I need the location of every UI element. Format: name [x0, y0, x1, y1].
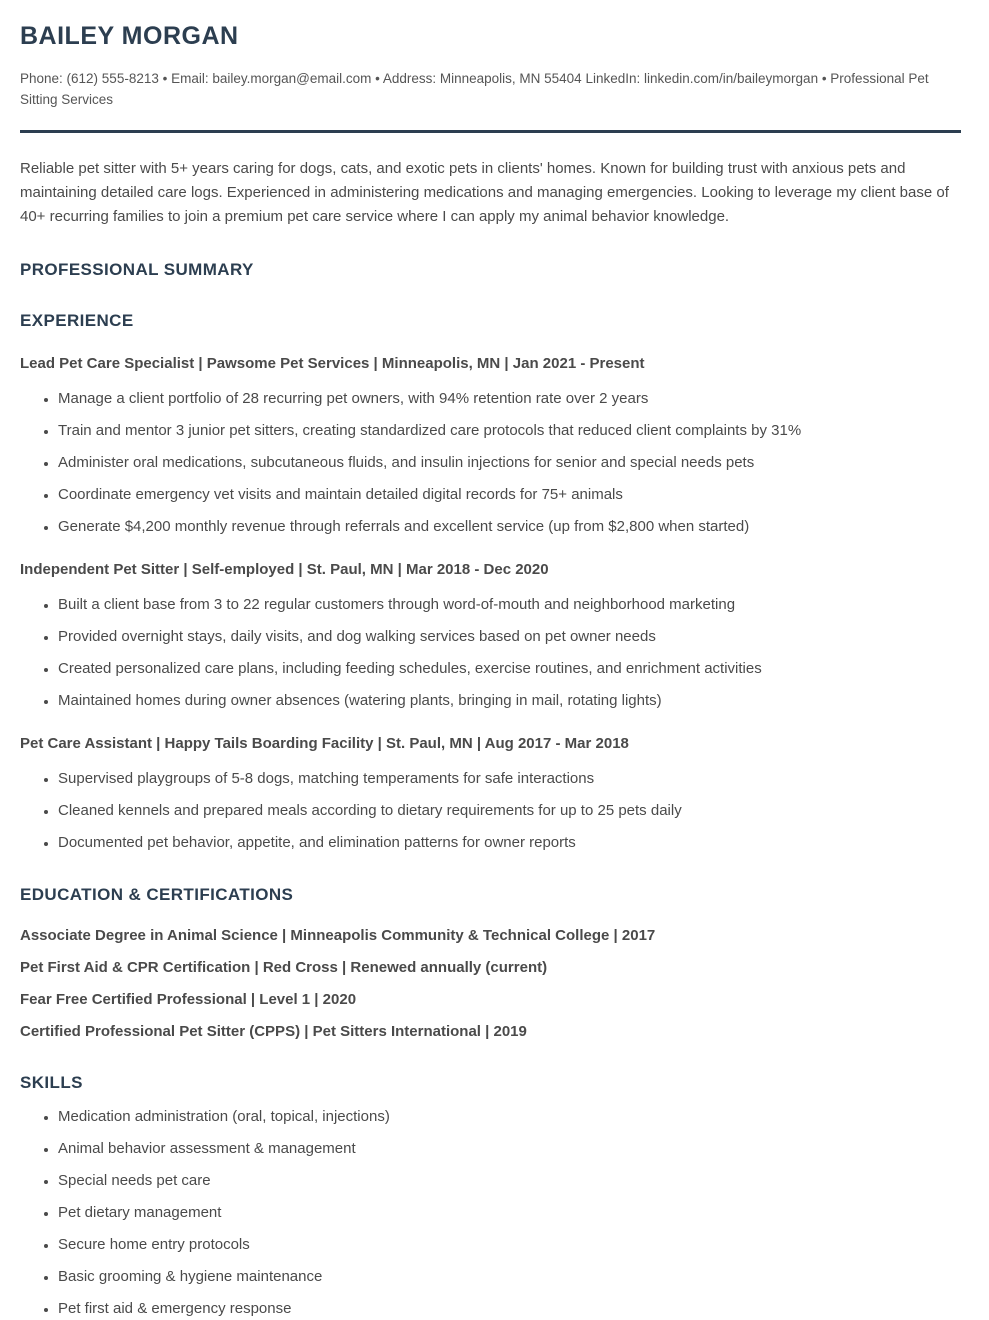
job-bullet: • Coordinate emergency vet visits and maintain detailed digital records for 75+ animals — [58, 484, 961, 506]
summary-paragraph: Reliable pet sitter with 5+ years caring for dogs, cats, and exotic pets in clients' homes. Known for building trust with anxious pets and maintaining detailed care logs. Experienced in administering medications and managing emergencies. Looking to leverage my client base of 40+ recurring families to join a premium pet care service where I can apply my animal behavior knowledge. — [20, 159, 949, 225]
job-bullet-list — [20, 388, 961, 538]
skill-item: • Basic grooming & hygiene maintenance — [58, 1266, 961, 1288]
education-item: Certified Professional Pet Sitter (CPPS) | Pet Sitters International | 2019 — [20, 1022, 527, 1040]
job-title: Pet Care Assistant | Happy Tails Boarding Facility | St. Paul, MN | Aug 2017 - Mar 2018 — [20, 734, 629, 752]
section-heading-skills: SKILLS — [20, 1072, 83, 1092]
experience-section — [20, 353, 961, 854]
education-item: Pet First Aid & CPR Certification | Red Cross | Renewed annually (current) — [20, 958, 548, 976]
job-title: Lead Pet Care Specialist | Pawsome Pet Services | Minneapolis, MN | Jan 2021 - Present — [20, 354, 645, 372]
education-item: Fear Free Certified Professional | Level 1 | 2020 — [20, 990, 357, 1008]
job-bullet: • Supervised playgroups of 5-8 dogs, matching temperaments for safe interactions — [58, 768, 961, 790]
header-divider — [20, 130, 961, 133]
section-heading-experience: EXPERIENCE — [20, 311, 134, 331]
candidate-name: BAILEY MORGAN — [20, 22, 239, 50]
job-bullet: • Provided overnight stays, daily visits, and dog walking services based on pet owner needs — [58, 626, 961, 648]
skill-item: • Special needs pet care — [58, 1170, 961, 1192]
skill-item: • Medication administration (oral, topical, injections) — [58, 1106, 961, 1128]
job-bullet: • Train and mentor 3 junior pet sitters, creating standardized care protocols that reduced client complaints by 31% — [58, 420, 961, 442]
section-heading-professional-summary: PROFESSIONAL SUMMARY — [20, 259, 254, 279]
job-bullet-list — [20, 594, 961, 712]
skill-item: • Animal behavior assessment & management — [58, 1138, 961, 1160]
education-item: Associate Degree in Animal Science | Minneapolis Community & Technical College | 2017 — [20, 926, 656, 944]
skills-list — [20, 1106, 961, 1320]
job-title: Independent Pet Sitter | Self-employed | St. Paul, MN | Mar 2018 - Dec 2020 — [20, 560, 549, 578]
section-heading-education: EDUCATION & CERTIFICATIONS — [20, 884, 294, 904]
job-bullet: • Manage a client portfolio of 28 recurring pet owners, with 94% retention rate over 2 years — [58, 388, 961, 410]
job-bullet: • Documented pet behavior, appetite, and elimination patterns for owner reports — [58, 832, 961, 854]
job-bullet: • Created personalized care plans, including feeding schedules, exercise routines, and enrichment activities — [58, 658, 961, 680]
skill-item: • Pet first aid & emergency response — [58, 1298, 961, 1320]
job-bullet: • Maintained homes during owner absences (watering plants, bringing in mail, rotating lights) — [58, 690, 961, 712]
skill-item: • Secure home entry protocols — [58, 1234, 961, 1256]
job-bullet: • Cleaned kennels and prepared meals according to dietary requirements for up to 25 pets daily — [58, 800, 961, 822]
job-bullet: • Built a client base from 3 to 22 regular customers through word-of-mouth and neighborhood marketing — [58, 594, 961, 616]
job-bullet: • Generate $4,200 monthly revenue through referrals and excellent service (up from $2,800 when started) — [58, 516, 961, 538]
job-bullet: • Administer oral medications, subcutaneous fluids, and insulin injections for senior and special needs pets — [58, 452, 961, 474]
job-bullet-list — [20, 768, 961, 854]
skill-item: • Pet dietary management — [58, 1202, 961, 1224]
contact-info: Phone: (612) 555-8213 • Email: bailey.morgan@email.com • Address: Minneapolis, MN 55404 LinkedIn: linkedin.com/in/baileymorgan • Professional Pet Sitting Services — [20, 70, 929, 107]
education-section — [20, 926, 961, 1042]
